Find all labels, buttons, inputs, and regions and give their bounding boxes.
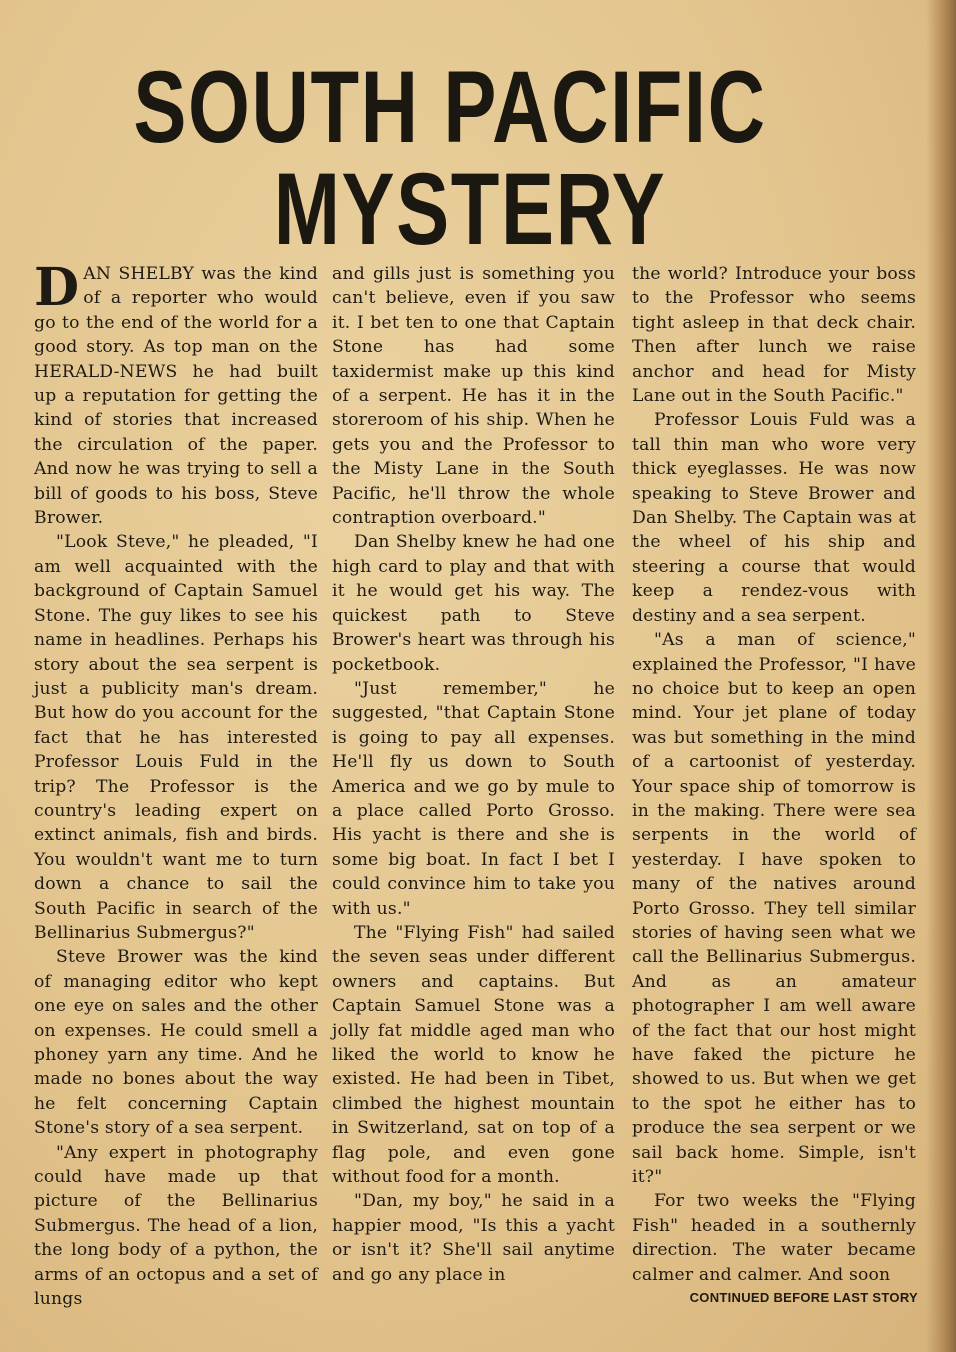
paragraph: "Any expert in photography could have made up that picture of the Bellinarius Submergus. The head of a lion, the long body of a python, the arms of an octopus and a set of lungs bbox=[34, 1142, 318, 1310]
story-title-line-2: MYSTERY bbox=[273, 152, 667, 266]
text-column-3 bbox=[632, 262, 916, 1292]
paragraph: "Dan, my boy," he said in a happier mood, "Is this a yacht or isn't it? She'll sail anytime and go any place in bbox=[332, 1191, 615, 1285]
paragraph bbox=[34, 257, 318, 530]
story-title-line-1: SOUTH PACIFIC bbox=[133, 50, 767, 164]
drop-cap: D bbox=[34, 257, 80, 318]
paragraph: "Just remember," he suggested, "that Captain Stone is going to pay all expenses. He'll fly us down to South America and we go by mule to a place called Porto Grosso. His yacht is there and she is some big boat. In fact I bet I could convince him to take you with us." bbox=[332, 678, 615, 919]
paragraph: and gills just is something you can't believe, even if you saw it. I bet ten to one that Captain Stone has had some taxidermist make up this kind of a serpent. He has it in the storeroom of his ship. When he gets you and the Professor to the Misty Lane in the South Pacific, he'll throw the whole contraption overboard." bbox=[332, 264, 615, 529]
paragraph: Professor Louis Fuld was a tall thin man who wore very thick eyeglasses. He was now speaking to Steve Brower and Dan Shelby. The Captain was at the wheel of his ship and steering a course that would keep a rendez-vous with destiny and a sea serpent. bbox=[632, 410, 916, 626]
text-column-1 bbox=[34, 257, 318, 1310]
paragraph: For two weeks the "Flying Fish" headed in a southernly direction. The water became calmer and calmer. And soon bbox=[632, 1191, 916, 1285]
paragraph: Dan Shelby knew he had one high card to play and that with it he would get his way. The quickest path to Steve Brower's heart was through his pocketbook. bbox=[332, 532, 615, 675]
paragraph: the world? Introduce your boss to the Professor who seems tight asleep in that deck chair. Then after lunch we raise anchor and head for Misty Lane out in the South Pacific." bbox=[632, 264, 916, 407]
text-column-2 bbox=[332, 262, 615, 1292]
page-edge-shadow bbox=[926, 0, 956, 1352]
paragraph: The "Flying Fish" had sailed the seven seas under different owners and captains. But Captain Samuel Stone was a jolly fat middle aged man who liked the world to know he existed. He had been in Tibet, climbed the highest mountain in Switzerland, sat on top of a flag pole, and even gone without food for a month. bbox=[332, 922, 615, 1188]
paragraph: Steve Brower was the kind of managing editor who kept one eye on sales and the other on expenses. He could smell a phoney yarn any time. And he made no bones about the way he felt concerning Captain Stone's story of a sea serpent. bbox=[34, 947, 318, 1139]
paragraph: "Look Steve," he pleaded, "I am well acquainted with the background of Captain Samuel Stone. The guy likes to see his name in headlines. Perhaps his story about the sea serpent is just a publicity man's dream. But how do you account for the fact that he has interested Professor Louis Fuld in the trip? The Professor is the country's leading expert on extinct animals, fish and birds. You wouldn't want me to turn down a chance to sail the South Pacific in search of the Bellinarius Submergus?" bbox=[34, 532, 318, 943]
paragraph-text: AN SHELBY was the kind of a reporter who would go to the end of the world for a good story. As top man on the HERALD-NEWS he had built up a reputation for getting the kind of stories that increased the circulation of the paper. And now he was trying to sell a bill of goods to his boss, Steve Brower. bbox=[34, 264, 318, 529]
continuation-note: CONTINUED BEFORE LAST STORY bbox=[689, 1290, 918, 1305]
paragraph: "As a man of science," explained the Professor, "I have no choice but to keep an open mind. Your jet plane of today was but something in the mind of a cartoonist of yesterday. Your space ship of tomorrow is in the making. There were sea serpents in the world of yesterday. I have spoken to many of the natives around Porto Grosso. They tell similar stories of having seen what we call the Bellinarius Submergus. And as an amateur photographer I am well aware of the fact that our host might have faked the picture he showed to us. But when we get to the spot he either has to produce the sea serpent or we sail back home. Simple, isn't it?" bbox=[632, 630, 916, 1188]
